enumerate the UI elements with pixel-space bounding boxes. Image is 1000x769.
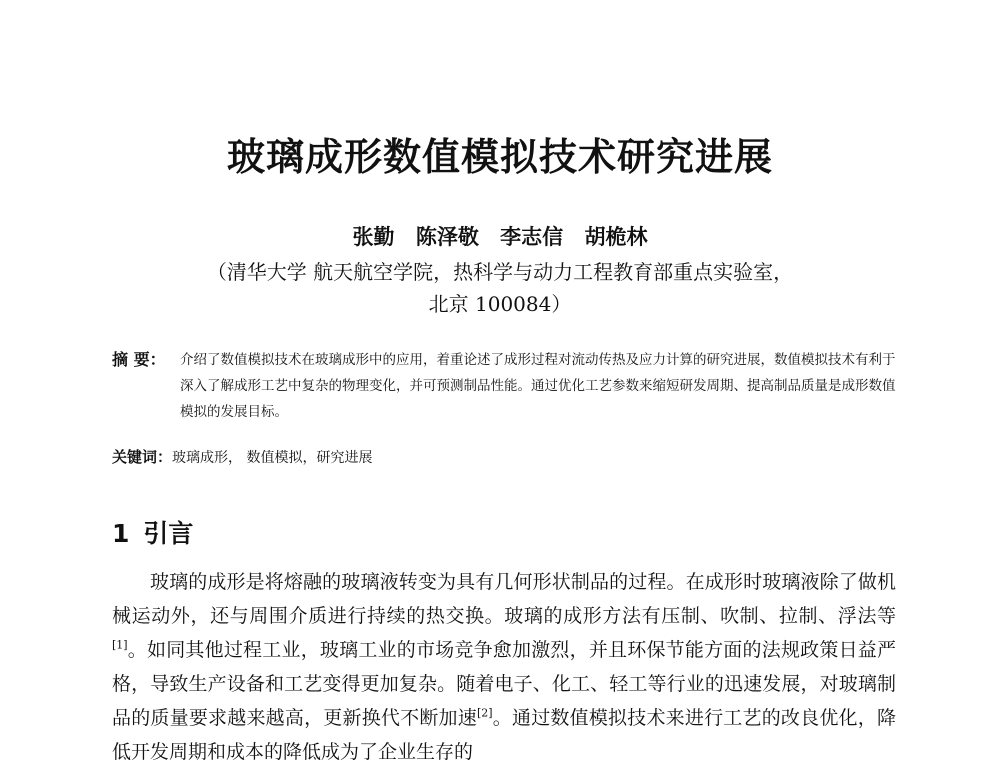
section-number: 1	[112, 519, 130, 548]
citation-ref-1: [1]	[112, 638, 128, 652]
keywords-text: 玻璃成形， 数值模拟，研究进展	[172, 450, 373, 466]
keywords-label: 关键词：	[112, 448, 173, 466]
affiliation	[0, 256, 1000, 320]
paper-title: 玻璃成形数值模拟技术研究进展	[226, 135, 773, 179]
body-text-part-1: 玻璃的成形是将熔融的玻璃液转变为具有几何形状制品的过程。在成形时玻璃液除了做机械运动外，还与周围介质进行持续的热交换。玻璃的成形方法有压制、吹制、拉制、浮法等	[112, 571, 896, 627]
abstract-label: 摘 要：	[112, 350, 166, 369]
section-title: 引言	[143, 519, 194, 548]
body-text-part-2: 。如同其他过程工业，玻璃工业的市场竞争愈加激烈，并且环保节能方面的法规政策日益严格，导致生产设备和工艺变得更加复杂。随着电子、化工、轻工等行业的迅速发展，对玻璃制品的质量要求越来越高，更新换代不断加速	[112, 639, 896, 729]
body-paragraph	[112, 565, 896, 769]
affiliation-line-2: 北京 100084）	[428, 292, 572, 316]
abstract	[112, 347, 902, 425]
citation-ref-2: [2]	[476, 706, 493, 720]
abstract-text: 介绍了数值模拟技术在玻璃成形中的应用，着重论述了成形过程对流动传热及应力计算的研究进展，数值模拟技术有利于深入了解成形工艺中复杂的物理变化，并可预测制品性能。通过优化工艺参数来缩短研发周期、提高制品质量是成形数值模拟的发展目标。	[180, 352, 896, 420]
affiliation-line-1: （清华大学 航天航空学院，热科学与动力工程教育部重点实验室，	[206, 260, 794, 284]
body-text-part-3: 。通过数值模拟技术来进行工艺的改良优化，降低开发周期和成本的降低成为了企业生存的	[112, 707, 896, 763]
author-list: 张勤 陈泽敬 李志信 胡桅林	[352, 224, 648, 249]
section-heading	[112, 517, 193, 551]
keywords	[112, 444, 902, 471]
